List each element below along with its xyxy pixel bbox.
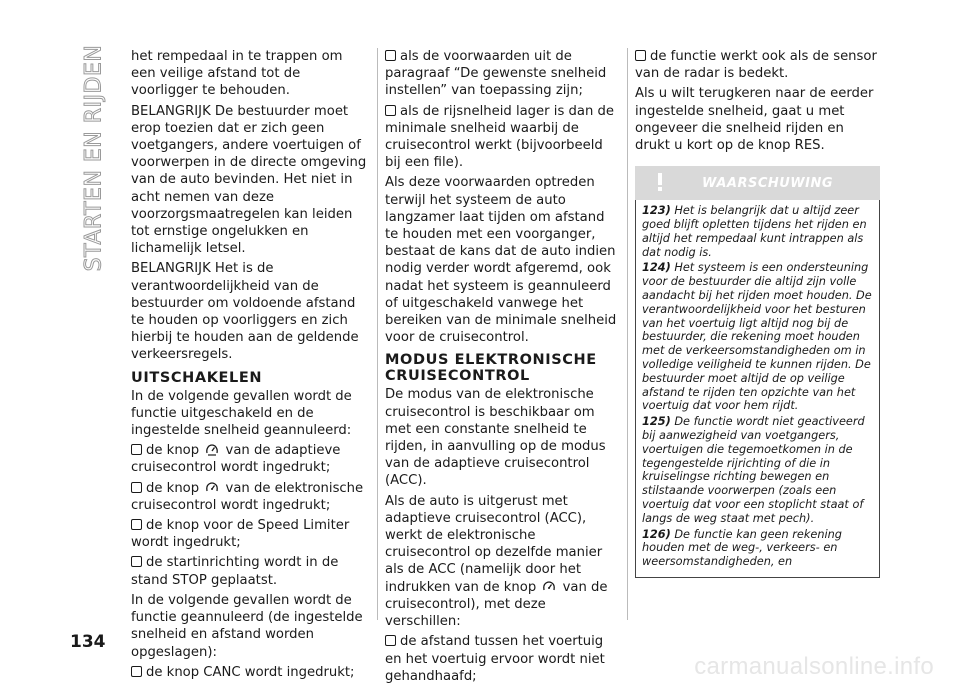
bullet-item: de afstand tussen het voertuig en het voertuig ervoor wordt niet gehandhaafd; (385, 634, 605, 684)
checkbox-bullet-icon (131, 519, 142, 530)
paragraph: BELANGRIJK Het is de verantwoordelijkheid van de bestuurder om voldoende afstand te houden op voorliggers en zich hierbij te houden aan de geldende verkeersregels. (131, 261, 359, 363)
section-title (76, 44, 112, 272)
column-3 (635, 48, 880, 578)
section-heading: UITSCHAKELEN (131, 369, 263, 386)
warning-icon (649, 171, 671, 193)
bullet-item: de functie werkt ook als de sensor van de radar is bedekt. (635, 49, 877, 82)
bullet-item: de startinrichting wordt in de stand STOP geplaatst. (131, 555, 339, 588)
warning-note: 124) Het systeem is een ondersteuning voor de bestuurder die altijd zijn volle aandacht bij het rijden moet houden. De verantwoordelijkheid voor het besturen van het voertuig ligt altijd nog bij de bestuurder, die rekening moet houden met de verkeersomstandigheden om in volledige veiligheid te kunnen rijden. De bestuurder moet altijd de op veilige afstand te rijden ten opzichte van het voertuig dat voor hem rijdt. (642, 261, 872, 413)
bullet-item: de knop van de elektronische cruisecontrol wordt ingedrukt; (131, 480, 364, 513)
cruise-control-icon (205, 480, 219, 494)
checkbox-bullet-icon (385, 635, 396, 646)
section-heading: MODUS ELEKTRONISCHE CRUISECONTROL (385, 352, 597, 385)
checkbox-bullet-icon (131, 556, 142, 567)
paragraph: Als de auto is uitgerust met adaptieve cruisecontrol (ACC), werkt de elektronische cruisecontrol op dezelfde manier als de ACC (namelijk door het indrukken van de knop van de cruisecontrol), met deze verschillen: (385, 493, 608, 630)
paragraph: BELANGRIJK De bestuurder moet erop toezien dat er zich geen voetgangers, andere voertuigen of voorwerpen in de directe omgeving van de auto bevinden. Het niet in acht nemen van deze voorzorgsmaatregelen kan leiden tot ernstige ongelukken en lichamelijk letsel. (131, 103, 367, 257)
checkbox-bullet-icon (635, 50, 646, 61)
checkbox-bullet-icon (385, 50, 396, 61)
page-number: 134 (70, 632, 106, 652)
paragraph: het rempedaal in te trappen om een veilige afstand tot de voorligger te behouden. (131, 49, 343, 99)
adaptive-cruise-control-icon (205, 442, 219, 456)
paragraph: Als deze voorwaarden optreden terwijl het systeem de auto langzamer laat tijden om afstand te houden met een voorganger, bestaat de kans dat de auto indien nodig verder wordt afgeremd, ook nadat het systeem is geannuleerd of uitgeschakeld vanwege het bereiken van de minimale snelheid voor de cruisecontrol. (385, 175, 617, 346)
paragraph: In de volgende gevallen wordt de functie geannuleerd (de ingestelde snelheid en afstand worden opgeslagen): (131, 592, 363, 660)
bullet-item: de knop voor de Speed Limiter wordt ingedrukt; (131, 518, 350, 551)
column-2 (385, 48, 621, 688)
warning-header (635, 166, 880, 200)
cruise-control-icon (542, 579, 556, 593)
bullet-item: de knop CANC wordt ingedrukt; (131, 664, 367, 681)
bullet-item: als de voorwaarden uit de paragraaf “De gewenste snelheid instellen” van toepassing zijn; (385, 49, 607, 99)
bullet-item: als de rijsnelheid lager is dan de minimale snelheid waarbij de cruisecontrol werkt (bijvoorbeeld bij een file). (385, 103, 614, 171)
column-divider (627, 48, 628, 620)
checkbox-bullet-icon (385, 105, 396, 116)
paragraph: De modus van de elektronische cruisecontrol is beschikbaar om met een constante snelheid te rijden, in aanvulling op de modus van de adaptieve cruisecontrol (ACC). (385, 387, 606, 489)
column-1 (131, 48, 367, 684)
warning-note: 125) De functie wordt niet geactiveerd bij aanwezigheid van voetgangers, voertuigen die tegemoetkomen in de tegengestelde rijrichting of die in kruiselingse richting bewegen en stilstaande voorwerpen (zoals een voertuig dat voor een stoplicht staat of langs de weg staat met pech). (642, 415, 865, 525)
column-divider (377, 48, 378, 620)
bullet-item: de knop van de adaptieve cruisecontrol wordt ingedrukt; (131, 443, 341, 476)
warning-body (635, 200, 880, 578)
checkbox-bullet-icon (131, 482, 142, 493)
warning-title: WAARSCHUWING (701, 175, 834, 191)
watermark: carmanualsonline.info (694, 653, 934, 680)
checkbox-bullet-icon (131, 666, 142, 677)
warning-note: 123) Het is belangrijk dat u altijd zeer goed blijft opletten tijdens het rijden en altijd het rempedaal kunt intrappen als dat nodig is. (642, 204, 867, 259)
warning-note: 126) De functie kan geen rekening houden met de weg-, verkeers- en weersomstandigheden, en (642, 527, 842, 569)
paragraph: Als u wilt terugkeren naar de eerder ingestelde snelheid, gaat u met ongeveer die snelheid rijden en drukt u kort op de knop RES. (635, 86, 874, 154)
section-title-text: STARTEN EN RIJDEN (81, 44, 107, 272)
paragraph: In de volgende gevallen wordt de functie uitgeschakeld en de ingestelde snelheid geannuleerd: (131, 388, 352, 439)
checkbox-bullet-icon (131, 444, 142, 455)
